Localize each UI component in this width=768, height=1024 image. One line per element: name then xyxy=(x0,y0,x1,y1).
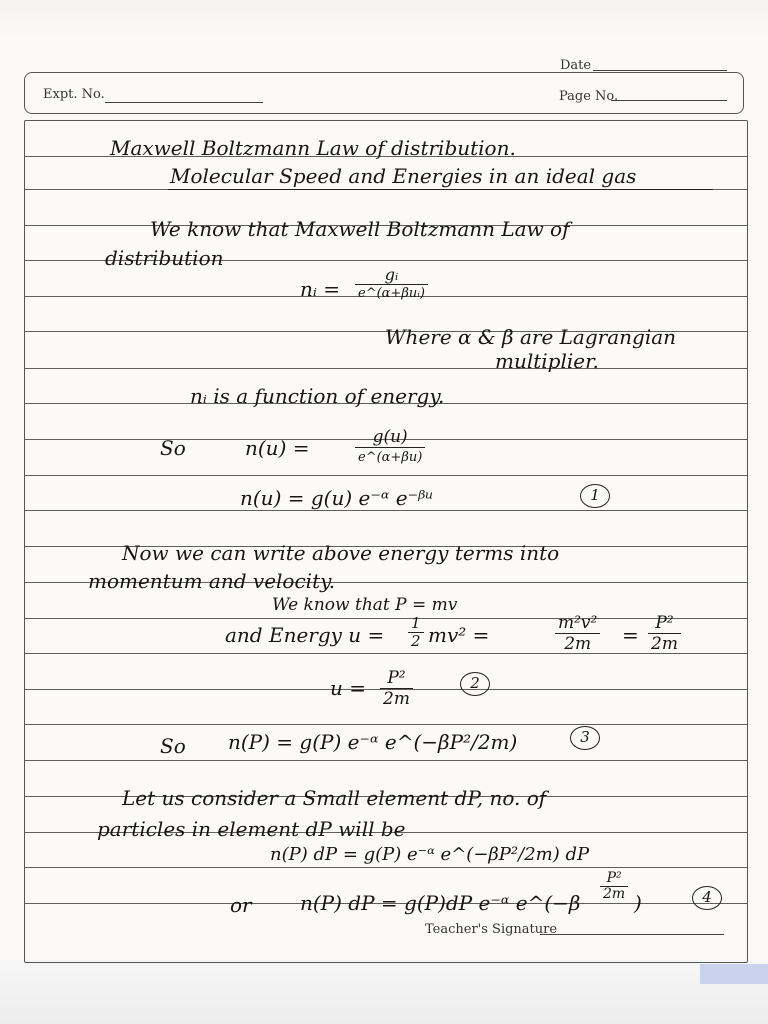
signature-line xyxy=(540,934,724,935)
ruled-line xyxy=(25,724,747,725)
fraction-numerator: g(u) xyxy=(355,428,425,448)
equation-4-close: ) xyxy=(634,891,642,915)
text-line: nᵢ is a function of energy. xyxy=(190,384,445,408)
energy-fraction-2 xyxy=(555,613,600,654)
equation-number: 1 xyxy=(580,484,610,508)
fraction-numerator: gᵢ xyxy=(355,266,428,285)
equation-number: 2 xyxy=(460,672,490,696)
fraction-numerator: 1 xyxy=(408,615,424,633)
ruled-line xyxy=(25,867,747,868)
so-label: So xyxy=(160,436,186,460)
equation-number: 4 xyxy=(692,886,722,910)
equation-4-lhs: n(P) dP = g(P)dP e⁻ᵅ e^(−β xyxy=(300,891,581,915)
equation-nu-lhs: n(u) = xyxy=(245,436,310,460)
title-line-1: Maxwell Boltzmann Law of distribution. xyxy=(110,136,516,160)
ruled-line xyxy=(25,653,747,654)
energy-half-fraction xyxy=(408,615,424,650)
equation-ni-lhs: nᵢ = xyxy=(300,277,341,301)
energy-equals: = xyxy=(622,623,639,647)
fraction-numerator: m²v² xyxy=(555,613,600,634)
text-line: distribution xyxy=(105,246,224,270)
fraction-denominator: e^(α+βuᵢ) xyxy=(358,286,425,301)
fraction-numerator: P² xyxy=(380,668,413,689)
energy-mv2: mv² = xyxy=(428,623,490,647)
equation-3: n(P) = g(P) e⁻ᵅ e^(−βP²/2m) xyxy=(228,730,518,754)
text-line: We know that P = mv xyxy=(272,595,458,615)
title-line-2: Molecular Speed and Energies in an ideal gas xyxy=(170,164,637,188)
fraction-numerator: P² xyxy=(648,613,681,634)
energy-fraction-3 xyxy=(648,613,681,654)
page-no-label: Page No. xyxy=(559,89,619,104)
date-line xyxy=(593,70,727,71)
photo-background-corner xyxy=(700,964,768,984)
text-line: Where α & β are Lagrangian xyxy=(385,325,677,349)
energy-lhs: and Energy u = xyxy=(225,623,385,647)
title-underline xyxy=(168,189,713,190)
ruled-line xyxy=(25,760,747,761)
teachers-signature-label: Teacher's Signature xyxy=(425,922,558,937)
ruled-line xyxy=(25,368,747,369)
fraction-denominator: 2m xyxy=(383,689,410,709)
equation-number: 3 xyxy=(570,726,600,750)
ruled-line xyxy=(25,475,747,476)
text-line: Let us consider a Small element dP, no. of xyxy=(122,786,547,810)
text-line: momentum and velocity. xyxy=(88,569,336,593)
date-label: Date xyxy=(560,58,592,73)
page-no-line xyxy=(611,100,727,101)
fraction-denominator: 2m xyxy=(603,886,626,902)
fraction-denominator: e^(α+βu) xyxy=(358,450,423,465)
equation-2-fraction xyxy=(380,668,413,709)
equation-ni-fraction xyxy=(355,266,428,303)
or-label: or xyxy=(230,893,252,917)
fraction-denominator: 2m xyxy=(564,634,592,654)
equation-nu-fraction xyxy=(355,428,425,467)
text-line: Now we can write above energy terms into xyxy=(122,541,560,565)
fraction-numerator: P² xyxy=(600,871,628,887)
ruled-line xyxy=(25,510,747,511)
ruled-line xyxy=(25,618,747,619)
expt-no-label: Expt. No. xyxy=(43,87,105,102)
equation-4-fraction xyxy=(600,871,628,902)
photo-edge-top xyxy=(0,0,768,40)
equation-2-lhs: u = xyxy=(330,676,366,700)
expt-no-line xyxy=(105,102,263,103)
text-line: We know that Maxwell Boltzmann Law of xyxy=(150,217,570,241)
equation-1: n(u) = g(u) e⁻ᵅ e⁻ᵝᵘ xyxy=(240,486,434,510)
equation-dp: n(P) dP = g(P) e⁻ᵅ e^(−βP²/2m) dP xyxy=(270,844,590,865)
so-label: So xyxy=(160,734,186,758)
photo-edge-bottom xyxy=(0,960,768,1024)
fraction-denominator: 2m xyxy=(651,634,678,654)
fraction-denominator: 2 xyxy=(411,632,421,650)
text-line: multiplier. xyxy=(495,349,599,373)
text-line: particles in element dP will be xyxy=(97,817,406,841)
header-box xyxy=(24,72,744,114)
